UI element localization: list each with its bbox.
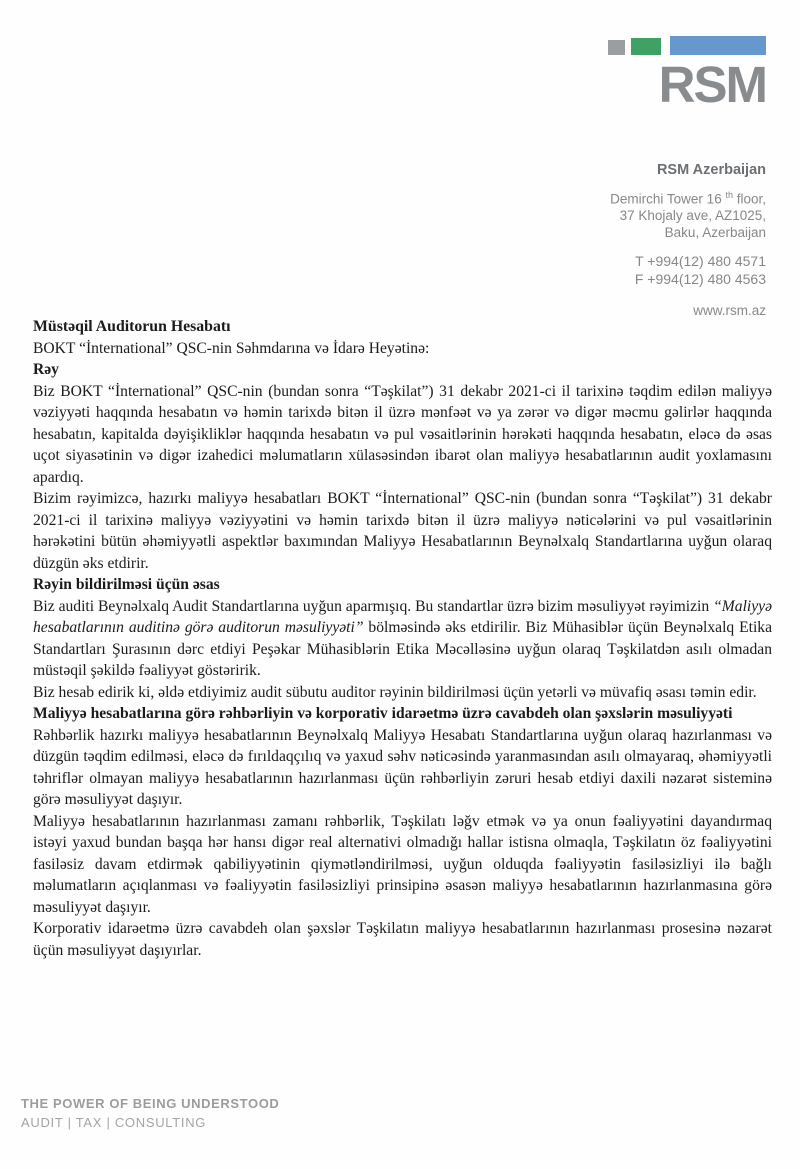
footer-tagline: THE POWER OF BEING UNDERSTOOD [21,1096,280,1111]
opinion-heading: Rəy [33,361,59,378]
report-body [33,316,772,961]
logo-block-gray-icon [608,40,625,55]
responsibility-paragraph-3: Korporativ idarəetmə üzrə cavabdeh olan şəxslər Təşkilatın maliyyə hesabatlarının hazırlanması prosesinə nəzarət üçün məsuliyyət daşıyırlar. [33,920,772,959]
phone-number: T +994(12) 480 4571 [635,253,766,270]
addressee-line: BOKT “İnternational” QSC-nin Səhmdarına və İdarə Heyətinə: [33,339,430,357]
opinion-paragraph-1: Biz BOKT “İnternational” QSC-nin (bundan sonra “Təşkilat”) 31 dekabr 2021-ci il tarixinə təqdim edilən maliyyə vəziyyəti haqqında hesabatın və həmin tarixdə bitən il üzrə mənfəət və ya zərər və digər məcmu gəlirlər haqqında hesabatın, kapitalda dəyişikliklər haqqında hesabatın və pul vəsaitlərinin hərəkəti haqqında hesabatın, eləcə də əsas uçot siyasətinin və digər izahedici məlumatların xülasəsindən ibarət olan maliyyə hesabatlarının audit yoxlamasını apardıq. [33,382,772,486]
website-url: www.rsm.az [693,303,766,319]
contact-block [608,162,766,319]
rsm-wordmark: RSM [658,56,766,113]
page-footer [21,1096,279,1130]
address-line-3: Baku, Azerbaijan [664,225,766,241]
report-title: Müstəqil Auditorun Hesabatı [33,318,231,335]
opinion-paragraph-2: Bizim rəyimizcə, hazırkı maliyyə hesabatları BOKT “İnternational” QSC-nin (bundan sonra “Təşkilat”) 31 dekabr 2021-ci il tarixinə maliyyə vəziyyətini və həmin tarixdə bitən il üzrə maliyyə nəticələrini və pul vəsaitlərinin hərəkətini bütün əhəmiyyətli aspektlər baxımından Maliyyə Hesabatlarının Beynəlxalq Standartlarına uyğun olaraq düzgün əks etdirir. [33,490,772,572]
responsibility-heading: Maliyyə hesabatlarına görə rəhbərliyin və korporativ idarəetmə üzrə cavabdeh olan şəxslərin məsuliyyəti [33,705,733,722]
floor-ordinal-superscript: th [725,189,733,200]
address-line-2: 37 Khojaly ave, AZ1025, [619,208,766,224]
rsm-logo-blocks-icon [608,36,766,55]
basis-paragraph-1: Biz auditi Beynəlxalq Audit Standartlarına uyğun aparmışıq. Bu standartlar üzrə bizim məsuliyyət rəyimizin “Maliyyə hesabatlarının auditinə görə auditorun məsuliyyəti” bölməsində əks etdirilir. Biz Mühasiblər üçün Beynəlxalq Etika Standartları Şurasının dərc etdiyi Peşəkar Mühasiblərin Etika Məcəlləsinə uyğun olaraq Təşkilatdən asılı olmadan müstəqil şəkildə fəaliyyət göstəririk. [33,597,773,679]
rsm-logo [608,36,766,113]
logo-block-blue-icon [670,36,766,55]
basis-for-opinion-heading: Rəyin bildirilməsi üçün əsas [33,576,220,593]
responsibility-paragraph-2: Maliyyə hesabatlarının hazırlanması zamanı rəhbərlik, Təşkilatı ləğv etmək və ya onun fəaliyyətini dayandırmaq istəyi yaxud bundan başqa hər hansı digər real alternativi olmadığı hallar istisna olmaqla, Təşkilatın öz fəaliyyətini fasiləsiz davam etdirmək qabiliyyətinin qiymətləndirilməsi, uyğun olduqda fəaliyyətin fasiləsizliyi ilə bağlı məlumatların açıqlanması və fəaliyyətin fasiləsizliyi prinsipinə əsasən maliyyə hesabatlarının hazırlanmasına görə məsuliyyət daşıyır. [33,812,772,916]
address-line-1: Demirchi Tower 16 $^{th}$ floor, [610,189,766,207]
contact-company-name: RSM Azerbaijan [656,161,766,178]
letterhead [608,36,766,318]
basis-paragraph-2: Biz hesab edirik ki, əldə etdiyimiz audit sübutu auditor rəyinin bildirilməsi üçün yetərli və müvafiq əsası təmin edir. [33,683,757,701]
italic-quoted-section-title: “Maliyyə hesabatlarının auditinə görə auditorun məsuliyyəti” [33,597,772,636]
responsibility-paragraph-1: Rəhbərlik hazırkı maliyyə hesabatlarının Beynəlxalq Maliyyə Hesabatı Standartlarına uyğun olaraq hazırlanması və düzgün təqdim edilməsi, eləcə də fırıldaqçılıq və yaxud səhv nəticəsində yaranmasından asılı olmayaraq, əhəmiyyətli təhriflər olmayan maliyyə hesabatlarının hazırlanması üçün rəhbərliyin zəruri hesab etdiyi daxili nəzarət sisteminə görə məsuliyyət daşıyır. [33,726,772,808]
contact-phones [608,252,766,288]
footer-services: AUDIT | TAX | CONSULTING [21,1115,207,1130]
fax-number: F +994(12) 480 4563 [634,271,766,288]
contact-address [608,187,766,242]
logo-block-green-icon [631,38,661,55]
